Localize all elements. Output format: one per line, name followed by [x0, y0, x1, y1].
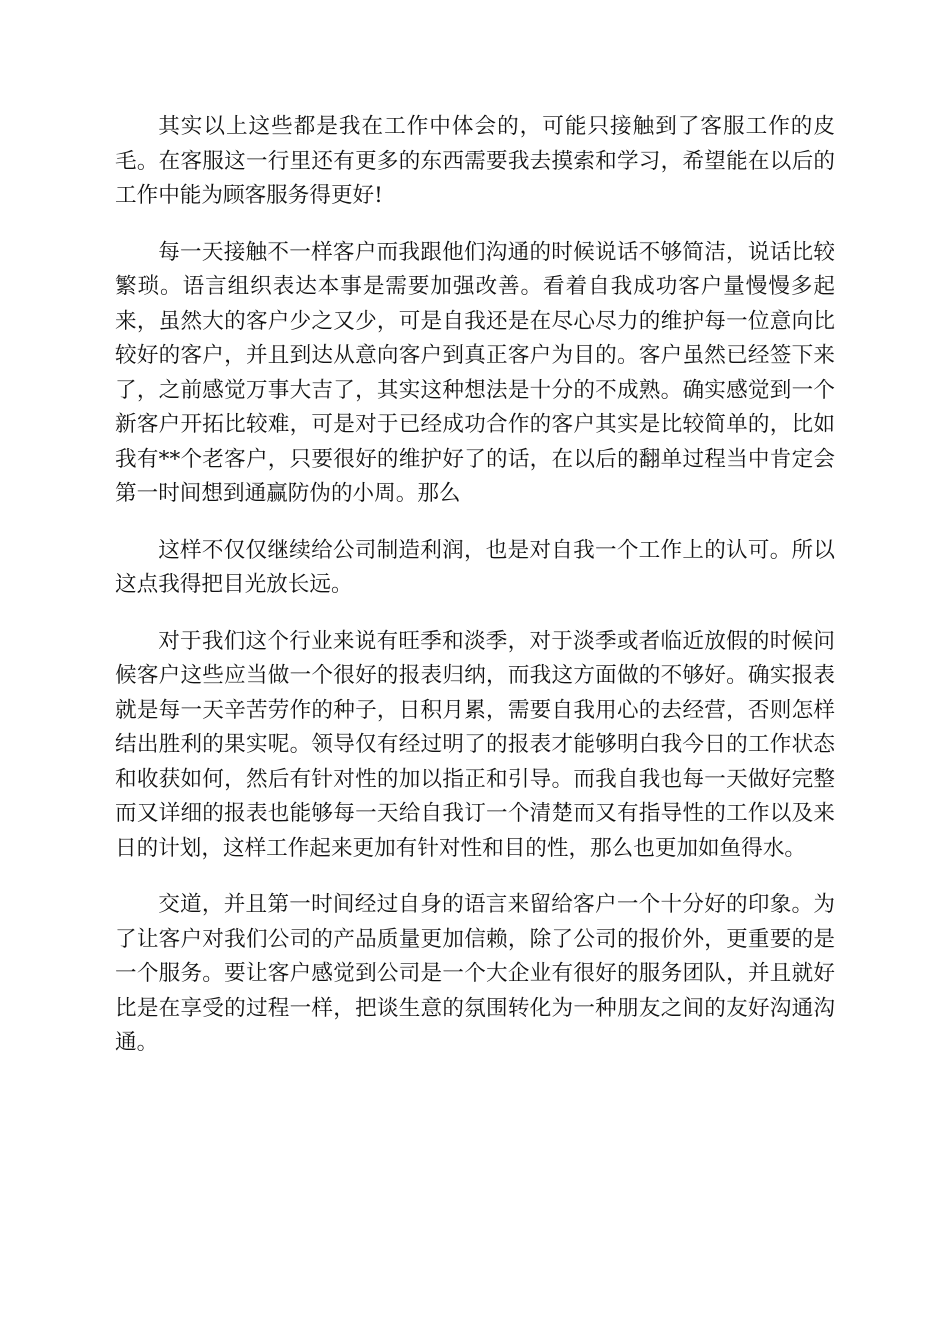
- document-body: [115, 110, 835, 1083]
- paragraph-2: 每一天接触不一样客户而我跟他们沟通的时候说话不够简洁，说话比较繁琐。语言组织表达本事是需要加强改善。看着自我成功客户量慢慢多起来，虽然大的客户少之又少，可是自我还是在尽心尽力的维护每一位意向比较好的客户，并且到达从意向客户到真正客户为目的。客户虽然已经签下来了，之前感觉万事大吉了，其实这种想法是十分的不成熟。确实感觉到一个新客户开拓比较难，可是对于已经成功合作的客户其实是比较简单的，比如我有**个老客户，只要很好的维护好了的话，在以后的翻单过程当中肯定会第一时间想到通赢防伪的小周。那么: [115, 239, 835, 506]
- paragraph-4: 对于我们这个行业来说有旺季和淡季，对于淡季或者临近放假的时候问候客户这些应当做一个很好的报表归纳，而我这方面做的不够好。确实报表就是每一天辛苦劳作的种子，日积月累，需要自我用心的去经营，否则怎样结出胜利的果实呢。领导仅有经过明了的报表才能够明白我今日的工作状态和收获如何，然后有针对性的加以指正和引导。而我自我也每一天做好完整而又详细的报表也能够每一天给自我订一个清楚而又有指导性的工作以及来日的计划，这样工作起来更加有针对性和目的性，那么也更加如鱼得水。: [115, 628, 835, 861]
- paragraph-3: 这样不仅仅继续给公司制造利润，也是对自我一个工作上的认可。所以这点我得把目光放长远。: [115, 537, 835, 597]
- paragraph-1: 其实以上这些都是我在工作中体会的，可能只接触到了客服工作的皮毛。在客服这一行里还有更多的东西需要我去摸索和学习，希望能在以后的工作中能为顾客服务得更好!: [115, 114, 835, 208]
- paragraph-5: 交道，并且第一时间经过自身的语言来留给客户一个十分好的印象。为了让客户对我们公司的产品质量更加信赖，除了公司的报价外，更重要的是一个服务。要让客户感觉到公司是一个大企业有很好的服务团队，并且就好比是在享受的过程一样，把谈生意的氛围转化为一种朋友之间的友好沟通沟通。: [115, 892, 835, 1055]
